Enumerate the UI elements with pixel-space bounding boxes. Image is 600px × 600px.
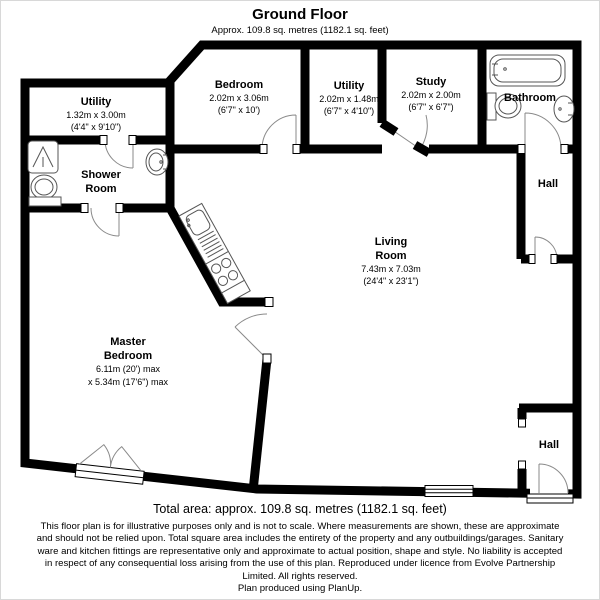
door-jamb <box>81 204 88 213</box>
door-jamb <box>529 255 535 264</box>
french-door-leaf <box>110 446 143 471</box>
room-label-study: Study <box>415 76 447 88</box>
room-dim: 2.02m x 3.06m <box>209 93 269 103</box>
disclaimer-line: and should not be relied upon. Total square area includes the entirety of the property and any outbuildings/garages. Sanitary <box>36 533 564 545</box>
room-label-shower-room: Shower <box>81 169 121 181</box>
door-jamb <box>519 419 526 427</box>
room-dim: 2.02m x 2.00m <box>401 90 461 100</box>
entrance-door <box>527 464 573 503</box>
window-frame <box>425 486 473 497</box>
room-label-shower-room: Room <box>85 183 117 195</box>
door-arc <box>262 115 296 149</box>
door-jamb <box>561 145 568 154</box>
room-dim: 1.32m x 3.00m <box>66 110 126 120</box>
room-label-utility-left: Utility <box>80 96 112 108</box>
room-label-hall-lower: Hall <box>538 439 560 451</box>
total-area-text: Total area: approx. 109.8 sq. metres (1182.1 sq. feet) <box>153 502 447 516</box>
page-subtitle: Approx. 109.8 sq. metres (1182.1 sq. feet) <box>211 25 389 36</box>
toilet-icon <box>29 175 61 206</box>
room-dim: 7.43m x 7.03m <box>361 264 421 274</box>
room-dim: 6.11m (20') max <box>95 364 161 374</box>
french-door-leaf <box>80 442 113 467</box>
room-label-living-room: Living <box>374 236 408 248</box>
disclaimer-line: This floor plan is for illustrative purposes only and is not to scale. Where measurements are shown, these are approximate <box>40 521 560 532</box>
door-jamb <box>265 298 273 307</box>
room-dim: (6'7" x 6'7") <box>408 102 454 112</box>
disclaimer <box>1 521 599 595</box>
room-dim: (6'7" x 4'10") <box>323 106 375 116</box>
sink-icon <box>146 149 168 175</box>
room-dim: (4'4" x 9'10") <box>70 122 122 132</box>
door-jamb <box>260 145 267 154</box>
room-label-bathroom: Bathroom <box>504 92 556 104</box>
interior-wall <box>253 359 267 491</box>
door-jamb <box>100 136 107 145</box>
door-arc <box>525 113 561 149</box>
door-jamb <box>116 204 123 213</box>
window <box>425 486 473 497</box>
door-jamb <box>551 255 557 264</box>
door-jamb <box>263 354 271 363</box>
door-jambs <box>81 136 568 470</box>
page-title: Ground Floor <box>252 6 348 23</box>
room-dim: x 5.34m (17'6") max <box>88 377 168 387</box>
room-label-hall-upper: Hall <box>537 178 559 190</box>
door-jamb <box>293 145 300 154</box>
door-jamb <box>518 145 525 154</box>
produced-by-text: Plan produced using PlanUp. <box>237 583 363 595</box>
room-dim: (24'4" x 23'1") <box>363 276 419 286</box>
disclaimer-line: ware and kitchen fittings are representative only and approximate to actual position, shape and style. No liability is accepted <box>37 545 563 557</box>
room-label-bedroom: Bedroom <box>214 79 264 91</box>
door-arc <box>235 314 267 359</box>
room-label-utility-top: Utility <box>333 80 365 92</box>
interior-wall <box>521 153 577 259</box>
disclaimer-line: in respect of any consequential loss arising from the use of this plan. Reproduced under licence from Evolve Partnership <box>44 558 556 570</box>
room-dim: 2.02m x 1.48m <box>319 94 379 104</box>
room-label-master-bedroom: Master <box>110 336 146 348</box>
sink-icon <box>554 96 574 122</box>
door-jamb <box>519 461 526 469</box>
shower-icon <box>28 141 58 173</box>
french-doors <box>75 442 146 484</box>
room-label-master-bedroom: Bedroom <box>103 350 153 362</box>
room-dim: (6'7" x 10') <box>217 105 261 115</box>
door-jamb <box>129 136 136 145</box>
door-arc <box>91 208 119 236</box>
bathtub-icon <box>490 55 565 86</box>
disclaimer-line: Limited. All rights reserved. <box>242 570 358 582</box>
room-label-living-room: Room <box>375 250 407 262</box>
